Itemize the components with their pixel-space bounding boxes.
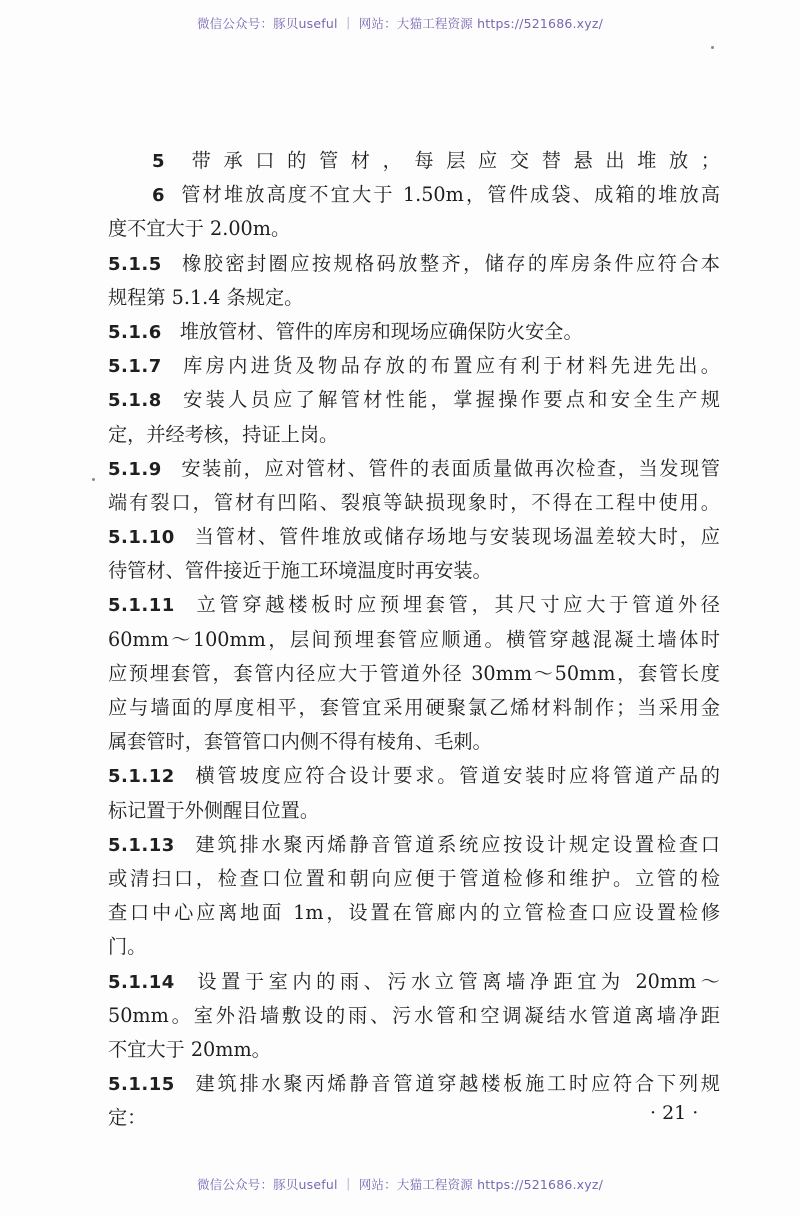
watermark-top: 微信公众号：豚贝useful ｜ 网站：大猫工程资源 https://521686.xyz/ (196, 16, 604, 31)
text-line: 5.1.7 库房内进货及物品存放的布置应有利于材料先进先出。 (108, 354, 720, 378)
text-line: 待管材、管件接近于施工环境温度时再安装。 (108, 559, 492, 583)
text-line: 5.1.13 建筑排水聚丙烯静音管道系统应按设计规定设置检查口 (108, 832, 720, 856)
text-line: 度不宜大于 2.00m。 (108, 217, 291, 241)
text-line: 5 带承口的管材，每层应交替悬出堆放； (152, 149, 720, 172)
text-line: 6 管材堆放高度不宜大于 1.50m，管件成袋、成箱的堆放高 (152, 183, 720, 207)
text-line: 定： (108, 1106, 147, 1130)
text-line: 应与墙面的厚度相平，套管宜采用硬聚氯乙烯材料制作；当采用金 (108, 696, 720, 719)
page-number: · 21 · (650, 1102, 699, 1124)
text-line: 标记置于外侧醒目位置。 (108, 798, 320, 822)
text-line: 60mm～100mm，层间预埋套管应顺通。横管穿越混凝土墙体时 (108, 627, 720, 651)
text-line: 属套管时，套管管口内侧不得有棱角、毛刺。 (108, 730, 492, 754)
text-line: 5.1.11 立管穿越楼板时应预埋套管，其尺寸应大于管道外径 (108, 593, 720, 617)
text-line: 应预埋套管，套管内径应大于管道外径 30mm～50mm，套管长度 (108, 661, 720, 685)
text-line: 5.1.12 横管坡度应符合设计要求。管道安装时应将管道产品的 (108, 764, 720, 788)
text-line: 或清扫口，检查口位置和朝向应便于管道检修和维护。立管的检 (108, 866, 720, 890)
text-line: 50mm。室外沿墙敷设的雨、污水管和空调凝结水管道离墙净距 (108, 1003, 720, 1027)
speck (92, 478, 95, 481)
watermark-bottom: 微信公众号：豚贝useful ｜ 网站：大猫工程资源 https://521686.xyz/ (196, 1177, 604, 1192)
text-line: 5.1.9 安装前，应对管材、管件的表面质量做再次检查，当发现管 (108, 456, 720, 480)
text-line: 5.1.8 安装人员应了解管材性能，掌握操作要点和安全生产规 (108, 388, 720, 412)
text-line: 规程第 5.1.4 条规定。 (108, 285, 304, 309)
text-line: 不宜大于 20mm。 (108, 1037, 271, 1061)
text-line: 5.1.6 堆放管材、管件的库房和现场应确保防火安全。 (108, 319, 583, 343)
speck (711, 46, 714, 49)
text-line: 5.1.15 建筑排水聚丙烯静音管道穿越楼板施工时应符合下列规 (108, 1072, 720, 1096)
text-line: 定，并经考核，持证上岗。 (108, 422, 339, 446)
text-line: 5.1.5 橡胶密封圈应按规格码放整齐，储存的库房条件应符合本 (108, 251, 720, 275)
text-line: 门。 (108, 935, 147, 959)
text-line: 5.1.14 设置于室内的雨、污水立管离墙净距宜为 20mm～ (108, 969, 720, 993)
text-line: 5.1.10 当管材、管件堆放或储存场地与安装现场温差较大时，应 (108, 525, 720, 549)
body-text (108, 144, 720, 1135)
text-line: 查口中心应离地面 1m，设置在管廊内的立管检查口应设置检修 (108, 901, 720, 925)
text-line: 端有裂口，管材有凹陷、裂痕等缺损现象时，不得在工程中使用。 (108, 490, 720, 514)
